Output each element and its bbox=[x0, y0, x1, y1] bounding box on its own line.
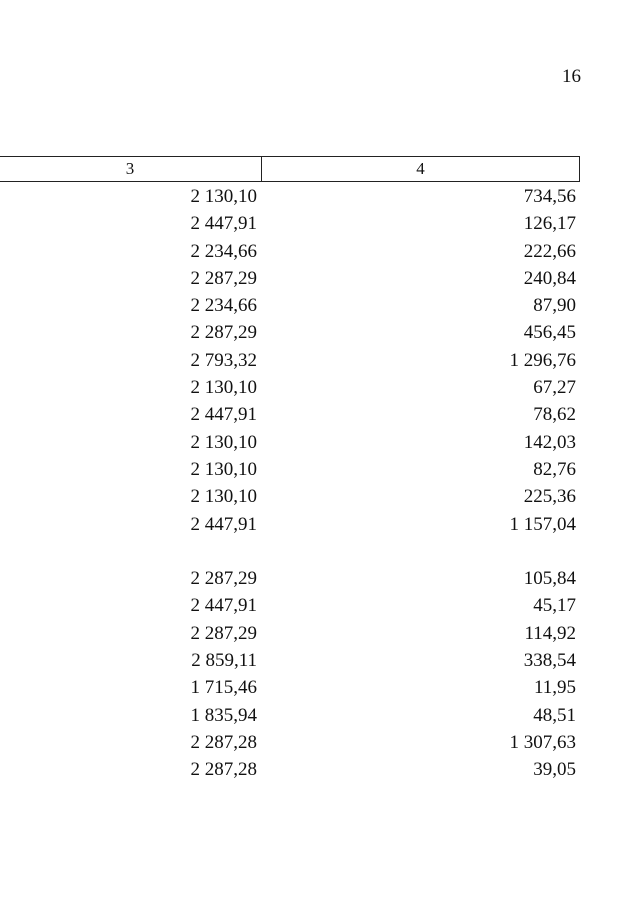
table-row bbox=[0, 650, 628, 677]
cell-column-4: 1 157,04 bbox=[509, 513, 576, 535]
table-row bbox=[0, 595, 628, 622]
table-row bbox=[0, 350, 628, 377]
table-row bbox=[0, 186, 628, 213]
cell-column-4: 82,76 bbox=[533, 458, 576, 480]
cell-column-4: 456,45 bbox=[523, 322, 576, 344]
cell-column-3: 2 447,91 bbox=[190, 213, 257, 235]
table-row bbox=[0, 623, 628, 650]
cell-column-4: 87,90 bbox=[533, 295, 576, 317]
cell-column-4: 45,17 bbox=[533, 595, 576, 617]
cell-column-4: 142,03 bbox=[523, 431, 576, 453]
cell-column-3: 2 130,10 bbox=[190, 486, 257, 508]
cell-column-3: 2 447,91 bbox=[190, 595, 257, 617]
cell-column-3: 2 447,91 bbox=[190, 513, 257, 535]
cell-column-4: 338,54 bbox=[523, 650, 576, 672]
cell-column-4: 78,62 bbox=[533, 404, 576, 426]
cell-column-3: 2 130,10 bbox=[190, 377, 257, 399]
table-row bbox=[0, 268, 628, 295]
cell-column-3: 2 287,28 bbox=[190, 731, 257, 753]
cell-column-3: 2 130,10 bbox=[190, 431, 257, 453]
table-row bbox=[0, 295, 628, 322]
cell-column-3: 2 130,10 bbox=[190, 458, 257, 480]
cell-column-3: 2 287,29 bbox=[190, 267, 257, 289]
cell-column-4: 48,51 bbox=[533, 704, 576, 726]
cell-column-3: 2 859,11 bbox=[191, 650, 257, 672]
cell-column-3: 2 287,29 bbox=[190, 322, 257, 344]
table-row bbox=[0, 677, 628, 704]
cell-column-4: 39,05 bbox=[533, 759, 576, 781]
cell-column-3: 2 287,28 bbox=[190, 759, 257, 781]
column-header-3: 3 bbox=[0, 157, 262, 181]
table-row bbox=[0, 213, 628, 240]
table-row bbox=[0, 486, 628, 513]
table-row bbox=[0, 459, 628, 486]
cell-column-4: 1 296,76 bbox=[509, 349, 576, 371]
table-row bbox=[0, 732, 628, 759]
cell-column-4: 1 307,63 bbox=[509, 731, 576, 753]
table-row bbox=[0, 541, 628, 568]
table-row bbox=[0, 404, 628, 431]
table-row bbox=[0, 241, 628, 268]
cell-column-3: 2 287,29 bbox=[190, 622, 257, 644]
table-row bbox=[0, 377, 628, 404]
table-row bbox=[0, 568, 628, 595]
table-row bbox=[0, 759, 628, 786]
cell-column-4: 11,95 bbox=[533, 677, 576, 699]
page-number: 16 bbox=[562, 66, 581, 87]
cell-column-4: 222,66 bbox=[523, 240, 576, 262]
cell-column-3: 2 287,29 bbox=[190, 568, 257, 590]
table-row bbox=[0, 322, 628, 349]
table-row bbox=[0, 432, 628, 459]
cell-column-4: 734,56 bbox=[523, 186, 576, 207]
table-body bbox=[0, 186, 628, 787]
column-header-4: 4 bbox=[416, 159, 425, 178]
cell-column-4: 240,84 bbox=[523, 267, 576, 289]
cell-column-4: 126,17 bbox=[523, 213, 576, 235]
cell-column-3: 1 835,94 bbox=[190, 704, 257, 726]
cell-column-3: 1 715,46 bbox=[190, 677, 257, 699]
cell-column-3: 2 130,10 bbox=[190, 186, 257, 207]
cell-column-4: 67,27 bbox=[533, 377, 576, 399]
table-row bbox=[0, 514, 628, 541]
cell-column-3: 2 234,66 bbox=[190, 240, 257, 262]
cell-column-3: 2 447,91 bbox=[190, 404, 257, 426]
table-header bbox=[0, 156, 580, 182]
cell-column-3: 2 793,32 bbox=[190, 349, 257, 371]
cell-column-4: 105,84 bbox=[523, 568, 576, 590]
cell-column-3: 2 234,66 bbox=[190, 295, 257, 317]
table-row bbox=[0, 705, 628, 732]
cell-column-4: 114,92 bbox=[524, 622, 576, 644]
cell-column-4: 225,36 bbox=[523, 486, 576, 508]
